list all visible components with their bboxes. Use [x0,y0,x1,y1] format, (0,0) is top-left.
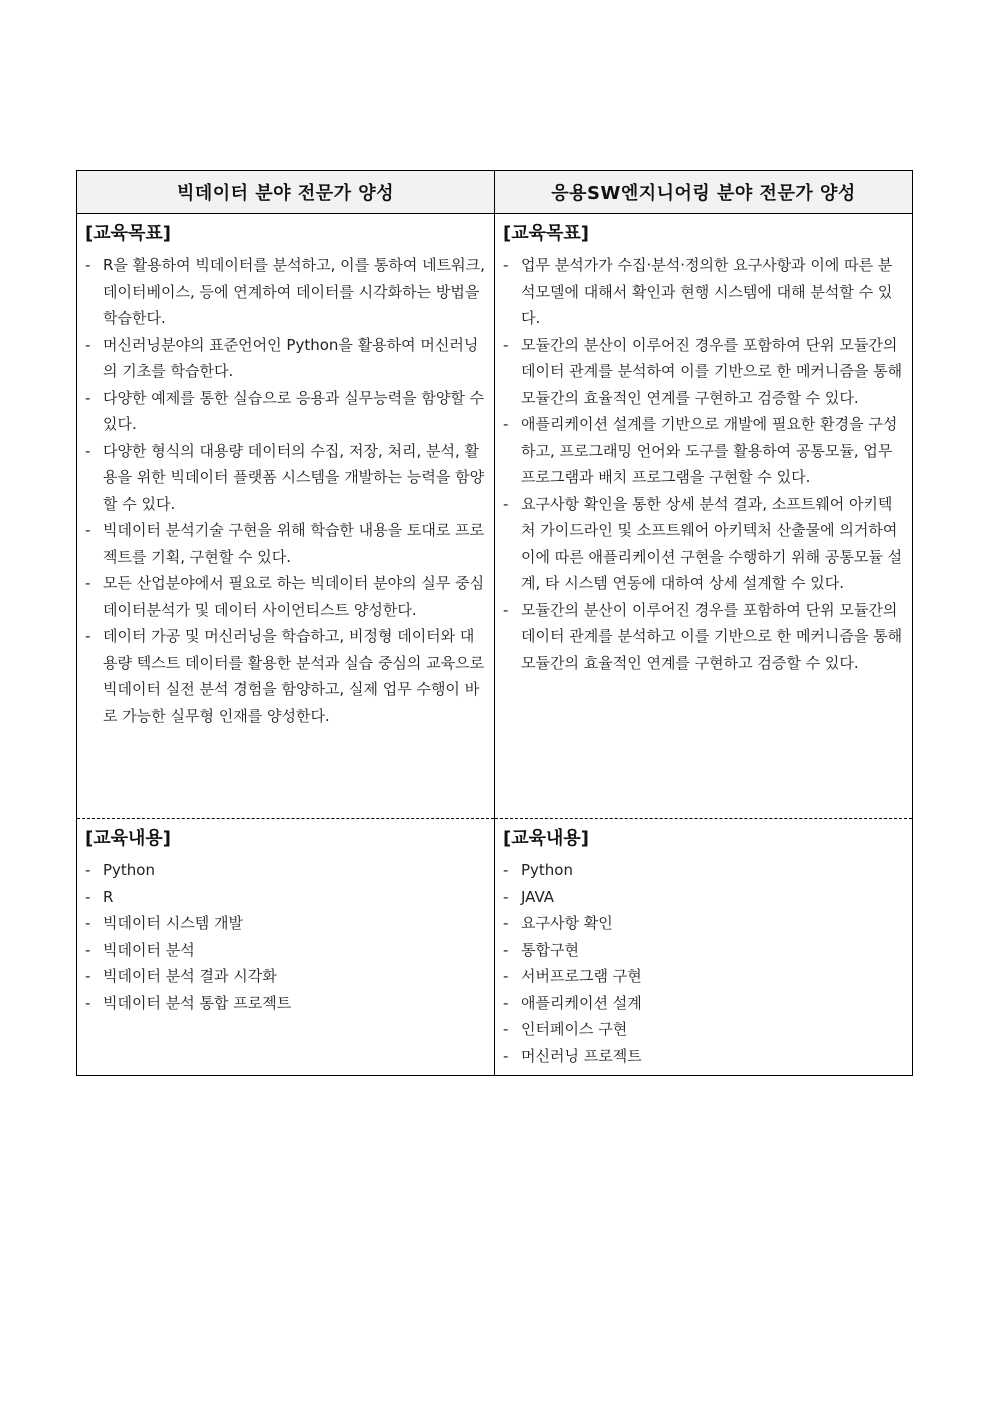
list-marker: - [85,967,91,985]
list-item [85,570,486,623]
list-item-text: Python [521,861,573,879]
list-item-text: 모듈간의 분산이 이루어진 경우를 포함하여 단위 모듈간의 데이터 관계를 분석하여 이를 기반으로 한 메커니즘을 통해 모듈간의 효율적인 연계를 구현하고 검증할 수 있다. [521,335,903,407]
list-item-text: 다양한 형식의 대용량 데이터의 수집, 저장, 처리, 분석, 활용을 위한 빅데이터 플랫폼 시스템을 개발하는 능력을 함양할 수 있다. [103,441,485,513]
list-item [503,1016,904,1043]
list-item [503,910,904,937]
list-marker: - [85,940,91,959]
list-item-text: R을 활용하여 빅데이터를 분석하고, 이를 통하여 네트워크, 데이터베이스, 등에 연계하여 데이터를 시각화하는 방법을 학습한다. [103,256,485,327]
left-column-header: 빅데이터 분야 전문가 양성 [77,171,495,214]
list-item-text: 빅데이터 분석 통합 프로젝트 [103,993,292,1012]
list-marker: - [503,415,509,433]
list-marker: - [85,993,91,1012]
list-item-text: 요구사항 확인 [521,914,613,932]
list-marker: - [503,861,509,879]
list-item [85,517,486,570]
list-marker: - [503,914,509,932]
list-item [85,252,486,332]
list-item [85,857,486,884]
list-item [503,411,904,491]
list-item [85,937,486,964]
list-item-text: 통합구현 [521,940,579,959]
list-item-text: 빅데이터 분석기술 구현을 위해 학습한 내용을 토대로 프로젝트를 기획, 구현할 수 있다. [103,521,485,566]
right-goals-list [503,252,904,676]
left-goals-list [85,252,486,729]
right-goals-cell [495,214,913,819]
list-item [503,937,904,964]
list-item-text: Python [103,861,155,879]
list-item [85,963,486,990]
list-marker: - [503,335,509,354]
list-marker: - [85,256,91,274]
right-contents-title: [교육내용] [503,828,590,849]
list-marker: - [503,967,509,985]
list-marker: - [503,940,509,959]
list-item [85,623,486,729]
list-item-text: 서버프로그램 구현 [521,967,642,985]
list-item-text: 머신러닝 프로젝트 [521,1046,642,1065]
list-item [503,857,904,884]
list-item [503,990,904,1017]
list-item [85,385,486,438]
curriculum-table [76,170,913,1076]
list-item-text: JAVA [521,887,555,906]
list-item [503,252,904,332]
list-marker: - [503,1046,509,1065]
list-item [503,1043,904,1070]
list-marker: - [85,521,91,539]
list-item [503,491,904,597]
list-marker: - [85,574,91,592]
list-marker: - [85,441,91,460]
list-item [85,990,486,1017]
list-marker: - [503,494,509,513]
left-contents-list [85,857,486,1016]
list-item-text: 모듈간의 분산이 이루어진 경우를 포함하여 단위 모듈간의 데이터 관계를 분석하고 이를 기반으로 한 메커니즘을 통해 모듈간의 효율적인 연계를 구현하고 검증할 수 있다. [521,600,903,672]
right-goals-title: [교육목표] [503,223,590,244]
left-goals-title: [교육목표] [85,223,172,244]
right-contents-list [503,857,904,1069]
list-marker: - [503,1020,509,1038]
left-goals-cell [77,214,495,819]
list-item-text: 요구사항 확인을 통한 상세 분석 결과, 소프트웨어 아키텍처 가이드라인 및 소프트웨어 아키텍처 산출물에 의거하여 이에 따른 애플리케이션 구현을 수행하기 위해 공통모듈 설계, 타 시스템 연동에 대하여 상세 설계할 수 있다. [521,494,903,592]
list-item [85,910,486,937]
list-marker: - [85,627,91,645]
list-marker: - [85,388,91,407]
goals-row [77,214,913,819]
list-item [503,597,904,677]
list-item-text: 빅데이터 분석 [103,940,195,959]
list-item-text: 모든 산업분야에서 필요로 하는 빅데이터 분야의 실무 중심 데이터분석가 및 데이터 사이언티스트 양성한다. [103,574,485,619]
list-marker: - [85,335,91,354]
list-item-text: R [103,887,114,906]
right-column-header: 응용SW엔지니어링 분야 전문가 양성 [495,171,913,214]
list-marker: - [503,256,509,274]
list-item-text: 빅데이터 분석 결과 시각화 [103,967,277,985]
contents-row [77,819,913,1076]
list-item-text: 애플리케이션 설계를 기반으로 개발에 필요한 환경을 구성하고, 프로그래밍 언어와 도구를 활용하여 공통모듈, 업무프로그램과 배치 프로그램을 구현할 수 있다. [521,415,898,486]
list-marker: - [85,887,91,906]
list-item [503,963,904,990]
list-marker: - [503,887,509,906]
left-contents-cell [77,819,495,1076]
list-item-text: 인터페이스 구현 [521,1020,628,1038]
list-item-text: 데이터 가공 및 머신러닝을 학습하고, 비정형 데이터와 대용량 텍스트 데이터를 활용한 분석과 실습 중심의 교육으로 빅데이터 실전 분석 경험을 함양하고, 실제 업무 수행이 바로 가능한 실무형 인재를 양성한다. [103,627,485,725]
list-item-text: 업무 분석가가 수집·분석·정의한 요구사항과 이에 따른 분석모델에 대해서 확인과 현행 시스템에 대해 분석할 수 있다. [521,256,893,327]
list-item [85,438,486,518]
list-item-text: 다양한 예제를 통한 실습으로 응용과 실무능력을 함양할 수 있다. [103,388,485,433]
list-item [85,884,486,911]
list-item-text: 빅데이터 시스템 개발 [103,914,243,932]
list-marker: - [85,861,91,879]
list-item [85,332,486,385]
right-contents-cell [495,819,913,1076]
list-item [503,332,904,412]
list-item [503,884,904,911]
left-contents-title: [교육내용] [85,828,172,849]
list-marker: - [503,600,509,619]
list-item-text: 머신러닝분야의 표준언어인 Python을 활용하여 머신러닝의 기초를 학습한다. [103,335,479,380]
list-marker: - [503,993,509,1012]
header-row [77,171,913,214]
list-item-text: 애플리케이션 설계 [521,993,642,1012]
list-marker: - [85,914,91,932]
